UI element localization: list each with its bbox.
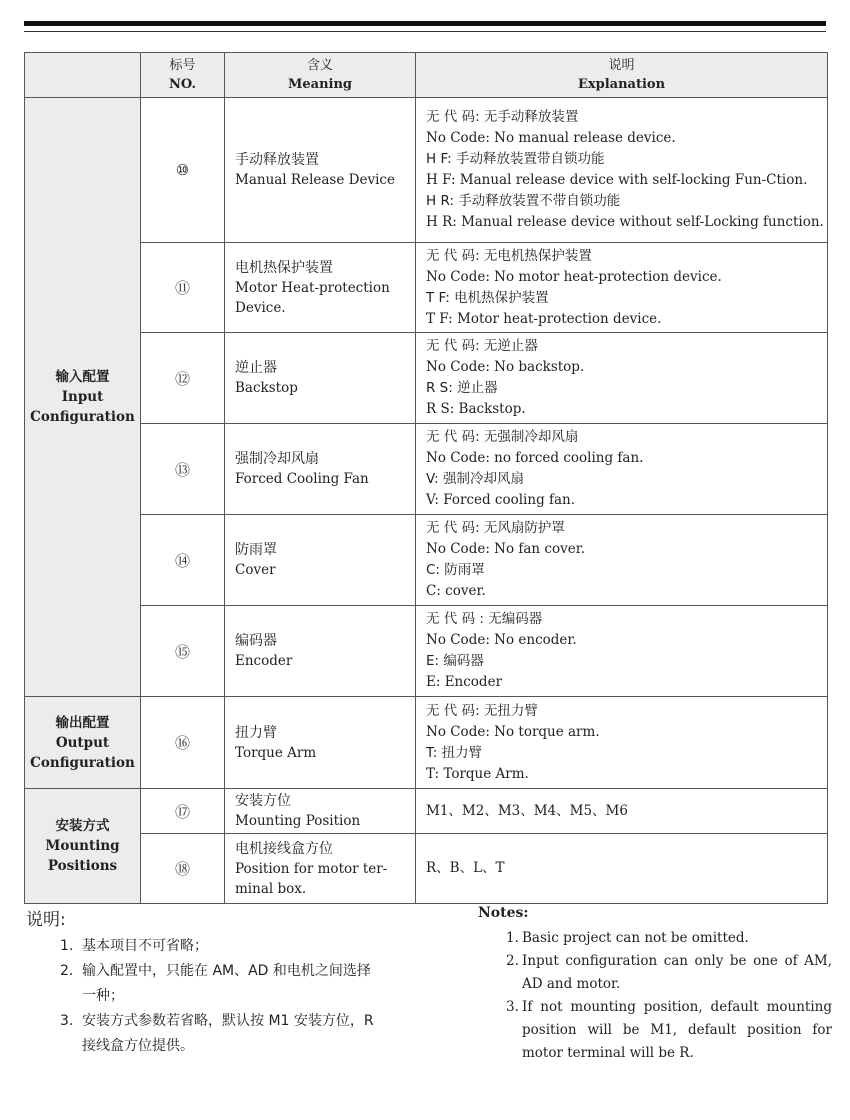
explanation-cell: [416, 515, 828, 606]
meaning-zh: 编码器: [235, 633, 277, 649]
table-row: [25, 697, 828, 789]
meaning-en: Forced Cooling Fan: [235, 471, 369, 487]
meaning-en: Backstop: [235, 380, 298, 396]
item-number: ⑱: [141, 834, 225, 904]
category-label-en2: Configuration: [30, 754, 135, 771]
explanation-line: T F: Motor heat-protection device.: [426, 310, 662, 327]
item-number: ⑬: [141, 424, 225, 515]
meaning-cell: [225, 606, 416, 697]
meaning-en: Torque Arm: [235, 744, 317, 761]
category-label-zh: 安装方式: [55, 818, 110, 834]
meaning-zh: 安装方位: [235, 793, 291, 809]
explanation-cell: [416, 697, 828, 789]
meaning-en: Motor Heat-protection: [235, 279, 390, 296]
meaning-zh: 扭力臂: [235, 724, 277, 741]
meaning-zh: 强制冷却风扇: [235, 451, 319, 467]
table-row: [25, 834, 828, 904]
explanation-line: No Code: No encoder.: [426, 632, 577, 648]
note-en-item: 1. Basic project can not be omitted.: [506, 930, 749, 946]
notes-english: [478, 905, 832, 1065]
explanation-line: R、B、L、T: [426, 860, 505, 876]
explanation-line: E: 编码器: [426, 653, 484, 669]
explanation-line: No Code: no forced cooling fan.: [426, 450, 644, 466]
meaning-en: Position for motor ter-: [235, 860, 388, 877]
explanation-line: 无 代 码: 无手动释放装置: [426, 109, 579, 125]
explanation-cell: [416, 789, 828, 834]
category-label-en2: Configuration: [30, 409, 135, 425]
explanation-line: 无 代 码: 无扭力臂: [426, 702, 538, 719]
meaning-cell: [225, 834, 416, 904]
meaning-cell: [225, 697, 416, 789]
table-row: [25, 424, 828, 515]
meaning-zh: 防雨罩: [235, 542, 277, 558]
note-zh-item: 2. 输入配置中，只能在 AM、AD 和电机之间选择一种；: [60, 963, 371, 1004]
note-en-item: 2. Input configuration can only be one of AM, AD and motor.: [506, 953, 832, 992]
item-number: ⑭: [141, 515, 225, 606]
category-label-zh: 输出配置: [55, 714, 110, 731]
meaning-cell: [225, 789, 416, 834]
item-number: ⑰: [141, 789, 225, 834]
table-row: [25, 606, 828, 697]
item-number: ⑯: [141, 697, 225, 789]
meaning-zh: 电机热保护装置: [235, 259, 333, 276]
meaning-cell: [225, 515, 416, 606]
table-row: [25, 515, 828, 606]
meaning-cell: [225, 243, 416, 333]
explanation-line: 无 代 码: 无逆止器: [426, 338, 538, 354]
explanation-line: H F: 手动释放装置带自锁功能: [426, 151, 605, 167]
meaning-en: Mounting Position: [235, 813, 361, 829]
item-number: ⑩: [141, 98, 225, 243]
header-explanation: 说明 Explanation: [416, 53, 828, 98]
table-row: [25, 98, 828, 243]
header-no: 标号 NO.: [141, 53, 225, 98]
explanation-line: R S: Backstop.: [426, 401, 526, 417]
explanation-line: T: Torque Arm.: [426, 765, 529, 782]
top-rule-thin: [24, 31, 826, 32]
item-number: ⑫: [141, 333, 225, 424]
explanation-cell: [416, 98, 828, 243]
meaning-en: Cover: [235, 562, 276, 578]
notes-chinese: [26, 905, 406, 1059]
meaning-cell: [225, 333, 416, 424]
meaning-zh: 逆止器: [235, 360, 277, 376]
explanation-line: H R: 手动释放装置不带自锁功能: [426, 193, 621, 209]
table-header-row: [25, 53, 828, 98]
note-en-item: 3. If not mounting position, default mounting position will be M1, default position for motor terminal will be R.: [506, 999, 832, 1061]
explanation-line: V: Forced cooling fan.: [426, 492, 576, 508]
header-meaning: 含义 Meaning: [225, 53, 416, 98]
category-label-en1: Output: [55, 734, 110, 751]
table-row: [25, 333, 828, 424]
top-rule-thick: [24, 21, 826, 26]
explanation-line: 无 代 码: 无电机热保护装置: [426, 247, 592, 264]
explanation-line: E: Encoder: [426, 674, 503, 690]
category-label-en2: Positions: [47, 858, 118, 874]
category-cell: [25, 98, 141, 697]
spec-table: [24, 52, 828, 904]
explanation-line: 无 代 码 : 无编码器: [426, 611, 543, 627]
item-number: ⑮: [141, 606, 225, 697]
explanation-line: 无 代 码: 无强制冷却风扇: [426, 429, 579, 445]
explanation-line: V: 强制冷却风扇: [426, 471, 524, 487]
explanation-line: C: cover.: [426, 583, 486, 599]
explanation-line: R S: 逆止器: [426, 380, 498, 396]
category-cell: [25, 789, 141, 904]
meaning-cell: [225, 424, 416, 515]
header-category: [25, 53, 141, 98]
meaning-en: Manual Release Device: [235, 172, 395, 188]
meaning-en: Device.: [235, 299, 286, 316]
explanation-cell: [416, 333, 828, 424]
notes-zh-heading: 说明:: [26, 910, 66, 930]
explanation-cell: [416, 424, 828, 515]
explanation-line: C: 防雨罩: [426, 562, 485, 578]
category-label-zh: 输入配置: [55, 369, 110, 385]
explanation-line: 无 代 码: 无风扇防护罩: [426, 520, 565, 536]
explanation-line: T: 扭力臂: [426, 744, 483, 761]
explanation-line: No Code: No fan cover.: [426, 541, 585, 557]
explanation-line: M1、M2、M3、M4、M5、M6: [426, 802, 628, 819]
meaning-zh: 电机接线盒方位: [235, 840, 333, 857]
explanation-line: H R: Manual release device without self-Locking function.: [426, 214, 824, 230]
meaning-en: minal box.: [235, 880, 307, 897]
explanation-line: H F: Manual release device with self-locking Fun-Ction.: [426, 172, 808, 188]
explanation-line: No Code: No motor heat-protection device.: [426, 268, 722, 285]
explanation-line: No Code: No manual release device.: [426, 130, 676, 146]
meaning-en: Encoder: [235, 653, 293, 669]
notes-en-heading: Notes:: [478, 905, 529, 921]
table-row: [25, 789, 828, 834]
category-label-en1: Mounting: [45, 838, 120, 854]
table-row: [25, 243, 828, 333]
note-zh-item: 3. 安装方式参数若省略，默认按 M1 安装方位，R 接线盒方位提供。: [60, 1013, 374, 1054]
explanation-line: No Code: No torque arm.: [426, 723, 600, 740]
meaning-zh: 手动释放装置: [235, 152, 319, 168]
note-zh-item: 1. 基本项目不可省略；: [60, 938, 208, 954]
explanation-line: T F: 电机热保护装置: [426, 289, 549, 306]
explanation-cell: [416, 606, 828, 697]
category-cell: [25, 697, 141, 789]
explanation-line: No Code: No backstop.: [426, 359, 585, 375]
category-label-en1: Input: [61, 389, 104, 405]
meaning-cell: [225, 98, 416, 243]
explanation-cell: [416, 243, 828, 333]
explanation-cell: [416, 834, 828, 904]
item-number: ⑪: [141, 243, 225, 333]
